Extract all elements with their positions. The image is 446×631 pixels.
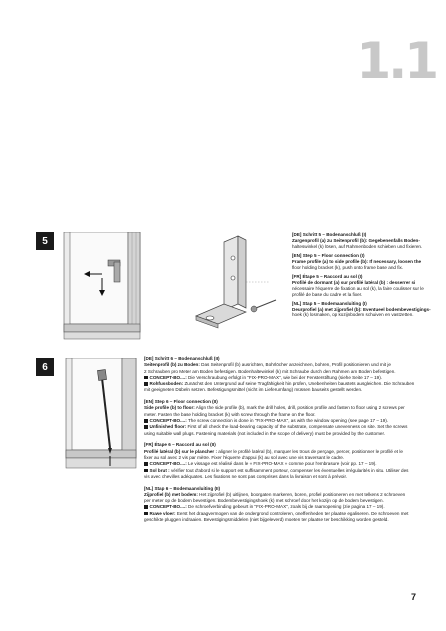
step-5-nl-line: hoek (k) losmaken, op kozijnbodem schuiven en vastzetten.: [292, 312, 414, 318]
step-6-de: [DE] Schritt 6 – Bodenanschluß (II) Seitenprofil (b) zu Boden: Das Seitenprofil (b) ausrichten, Bohrlöcher anzeichnen, bohren, Profil positionieren und mit je 2 Schrauben pro Meter am Boden befestigen. Bodenhaltewinkel (k) mit Schraube durch den Rahmen am Boden befestigen. CONCEPT-BO....: Die Verschraubung erfolgt in "FIX-PRO-MAX", wie bei der Fensterstiftung (siehe Seite 17 – 19). Rohfussboden: Zunächst den Untergrund auf seine Tragfähigkeit hin prüfen, Unebenheiten baustets ausgleichen. Die Schrauben mit geeigneten Dübeln setzen. Befestigungsmittel (nicht im Lieferumfang) müssen bauseits gestellt werden.: [144, 356, 433, 394]
step-5-en-line: floor holding bracket (k), push onto frame base and fix.: [292, 264, 404, 270]
step-5-de-line: Zargenprofil (a) zu Seitenprofil (b): Gegebenenfalls Boden-: [292, 237, 420, 243]
step-6-fr-heading: [FR] Étape 6 – Raccord au sol (II): [144, 442, 216, 448]
bullet-square-icon: [144, 425, 148, 429]
bullet-square-icon: [144, 505, 148, 509]
bullet-square-icon: [144, 462, 148, 466]
bullet-square-icon: [144, 512, 148, 516]
section-number: 1.1: [356, 32, 436, 90]
step-5-nl-line: Deurprofiel (a) met zijprofiel (b): Eventueel bodembevestigings-: [292, 306, 431, 312]
step-5-text: [292, 232, 434, 322]
bullet-square-icon: [144, 376, 148, 380]
step-5-en-line: Frame profile (a) to side profile (b): If necessary, loosen the: [292, 258, 422, 264]
step-6-nl: [NL] Stap 6 – Bodemaansluiting (II) Zijprofiel (b) met bodem: Het zijprofiel (b) uitlijnen, boorgaten markeren, boren, profiel positioneren en met telkens 2 schroeven per meter op de bodem bevestigen. Bodembevestigingshoek (k) met schroef door het kozijn op de bodem bevestigen. CONCEPT-BO....: De schroefverbinding gebeurt in "FIX-PRO-MAX", zoals bij de raamopening (zie pagina 17 – 19). Ruwe vloer: Eerst het draagvermogen van de ondergrond controleren, oneffenheden ter plaatse egaliseren. De schroeven met geschikte pluggen indraaien. Bevestigingsmiddelen (niet bijgeleverd) moeten ter plaatse ter beschikking worden gesteld.: [144, 486, 433, 524]
bullet-square-icon: [144, 469, 148, 473]
step-6-nl-heading: [NL] Stap 6 – Bodemaansluiting (II): [144, 485, 221, 491]
bullet-square-icon: [144, 382, 148, 386]
step-5-fr-line: profilé de base du cadre et la fixer.: [292, 291, 363, 297]
page-number: 7: [410, 592, 416, 602]
step-5-fr-line: Profilé de dormant (a) sur profilé latéral (b) : desserrer si: [292, 279, 416, 285]
step-6-badge: 6: [36, 358, 54, 376]
step-5-de-line: halteswinkel (k) lösen, auf Rahmenboden schieben und fixieren.: [292, 243, 423, 249]
step-5-de-heading: [DE] Schritt 5 – Bodenanschluß (I): [292, 232, 367, 237]
step-6-en-heading: [EN] Step 6 – Floor connection (II): [144, 399, 218, 405]
step-5-illustration: [62, 232, 142, 350]
step-6-fr: [FR] Étape 6 – Raccord au sol (II) Profilé latéral (b) sur le plancher : aligner le profilé latéral (b), marquer les trous de perçage, percer, positionner le profilé et le fixer au sol avec 2 vis par mètre. Fixer l'équerre d'appui (k) au sol avec une vis traversant le cadre. CONCEPT-BO....: Le vissage est réalisé dans le « FIX-PRO-MAX » comme pour l'embrasure (voir pp. 17 – 19). Sol brut : vérifier tout d'abord si le support est suffisamment porteur, compenser les éventuelles irrégularités in situ. Utiliser des vis avec chevilles adéquates. Les fixations ne sont pas comprises dans la livraison et sont à prévoir.: [144, 442, 433, 480]
step-6-en: [EN] Step 6 – Floor connection (II) Side profile (b) to floor: Align the side profile (b), mark the drill holes, drill, position profile and fasten to floor using 2 screws per meter. Fasten the base holding bracket (k) with screw through the frame on the floor. CONCEPT-BO....: The screw connection is done in "FIX-PRO-MAX", as with the window opening (see page 17 – 19). Unfinished floor: First of all check the load-bearing capacity of the substrate, compensate unevenness on site. Set the screws using suitable wall plugs. Fastening materials (not included in the scope of delivery) must be provided by the customer.: [144, 399, 433, 437]
step-5-nl-heading: [NL] Stap 5 – Bodemaansluiting (I): [292, 300, 367, 306]
bullet-square-icon: [144, 419, 148, 423]
step-6-de-heading: [DE] Schritt 6 – Bodenanschluß (II): [144, 356, 220, 361]
step-6-text: [144, 356, 433, 529]
step-5-bracket-illustration: [176, 232, 284, 344]
step-6-illustration: [62, 358, 140, 476]
step-5-fr-line: nécessaire l'équerre de fixation au sol (k), la faire coulisser sur le: [292, 285, 424, 291]
step-5-badge: 5: [36, 232, 54, 250]
step-5-en-heading: [EN] Step 5 – Floor connection (I): [292, 252, 365, 258]
step-5-fr-heading: [FR] Étape 5 – Raccord au sol (I): [292, 273, 363, 279]
